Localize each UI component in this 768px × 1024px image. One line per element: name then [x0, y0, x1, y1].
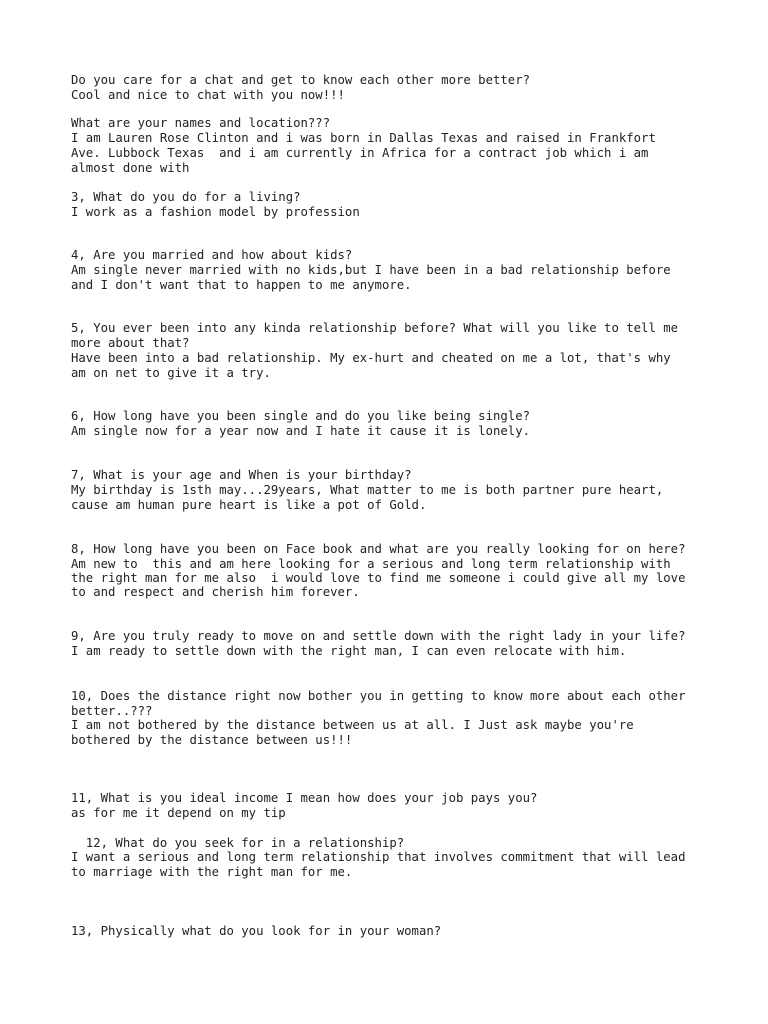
text-line: Cool and nice to chat with you now!!! — [71, 88, 345, 102]
text-line: I am ready to settle down with the right man, I can even relocate with him. — [71, 644, 627, 658]
text-line: 10, Does the distance right now bother you in getting to know more about each other — [71, 689, 686, 703]
text-line: am on net to give it a try. — [71, 366, 271, 380]
text-line: What are your names and location??? — [71, 116, 331, 130]
text-line: cause am human pure heart is like a pot of Gold. — [71, 498, 427, 512]
text-line: Have been into a bad relationship. My ex-hurt and cheated on me a lot, that's why — [71, 351, 671, 365]
text-line: 7, What is your age and When is your birthday? — [71, 468, 412, 482]
text-line: Do you care for a chat and get to know each other more better? — [71, 73, 531, 87]
text-line: 11, What is you ideal income I mean how does your job pays you? — [71, 791, 538, 805]
text-line: Am new to this and am here looking for a serious and long term relationship with — [71, 557, 671, 571]
text-line: I am not bothered by the distance between us at all. I Just ask maybe you're — [71, 718, 634, 732]
text-line: 9, Are you truly ready to move on and settle down with the right lady in your life? — [71, 629, 686, 643]
text-line: better..??? — [71, 704, 153, 718]
text-line: Ave. Lubbock Texas and i am currently in Africa for a contract job which i am — [71, 146, 649, 160]
text-line: to and respect and cherish him forever. — [71, 585, 360, 599]
text-line: 13, Physically what do you look for in your woman? — [71, 924, 442, 938]
text-line: My birthday is 1sth may...29years, What matter to me is both partner pure heart, — [71, 483, 664, 497]
text-line: more about that? — [71, 336, 190, 350]
text-line: and I don't want that to happen to me anymore. — [71, 278, 412, 292]
text-line: Am single never married with no kids,but I have been in a bad relationship before — [71, 263, 671, 277]
text-line: I want a serious and long term relationship that involves commitment that will lead — [71, 850, 686, 864]
text-line: 4, Are you married and how about kids? — [71, 248, 353, 262]
text-line: as for me it depend on my tip — [71, 806, 286, 820]
text-line: Am single now for a year now and I hate it cause it is lonely. — [71, 424, 531, 438]
text-line: 5, You ever been into any kinda relationship before? What will you like to tell me — [71, 321, 679, 335]
text-line: 3, What do you do for a living? — [71, 190, 301, 204]
text-line: bothered by the distance between us!!! — [71, 733, 353, 747]
text-line: 12, What do you seek for in a relationship? — [71, 836, 405, 850]
text-line: almost done with — [71, 161, 190, 175]
text-line: to marriage with the right man for me. — [71, 865, 353, 879]
text-line: I work as a fashion model by profession — [71, 205, 360, 219]
text-line: the right man for me also i would love to find me someone i could give all my love — [71, 571, 686, 585]
text-line: 8, How long have you been on Face book and what are you really looking for on here? — [71, 542, 686, 556]
text-line: 6, How long have you been single and do you like being single? — [71, 409, 531, 423]
text-line: I am Lauren Rose Clinton and i was born in Dallas Texas and raised in Frankfort — [71, 131, 656, 145]
